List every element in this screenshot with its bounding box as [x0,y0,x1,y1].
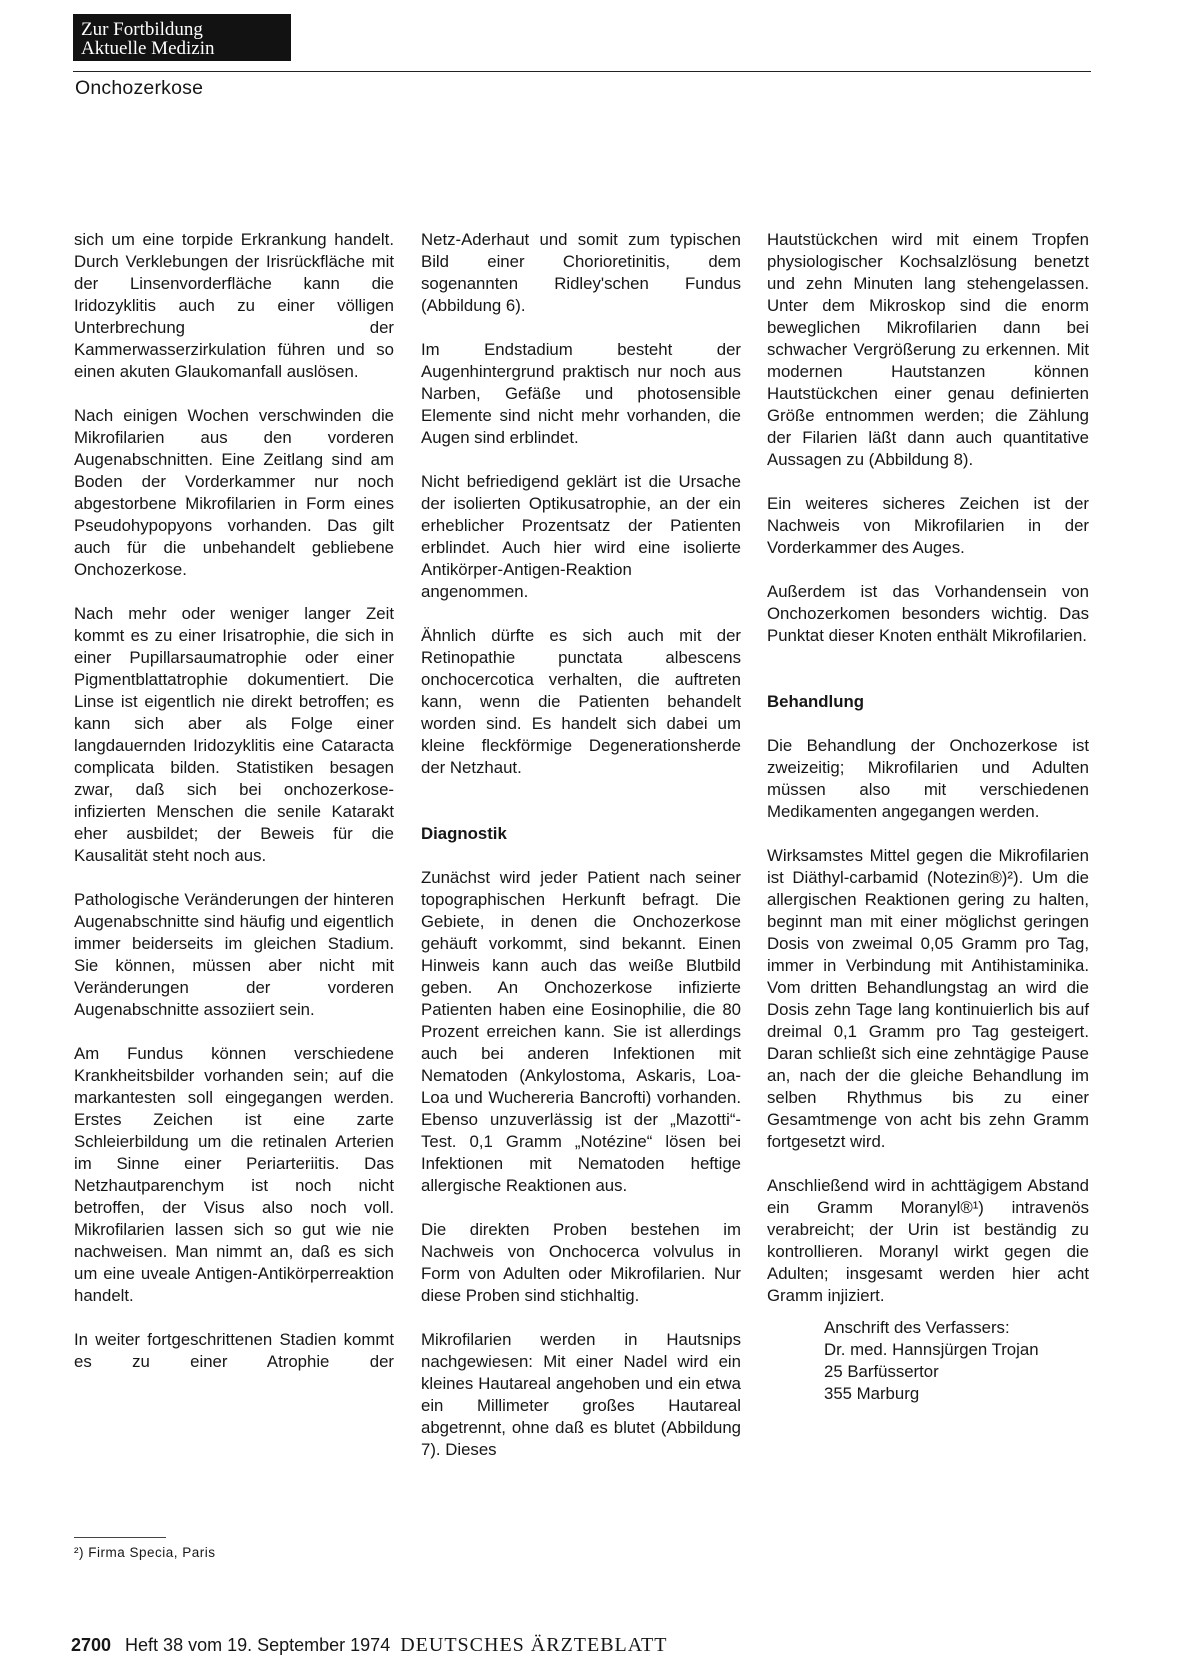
issue-info: Heft 38 vom 19. September 1974 [125,1635,391,1655]
section-badge [73,14,291,61]
heading-diagnostik: Diagnostik [421,824,507,843]
badge-line-1: Zur Fortbildung [81,19,203,40]
header-rule [73,71,1091,72]
address-line: 25 Barfüssertor [824,1362,939,1381]
author-address [824,1317,1089,1405]
paragraph: In weiter fortgeschrittenen Stadien kommt es zu einer Atrophie der [74,1330,394,1371]
column-1 [74,229,394,1395]
footnote: ²) Firma Specia, Paris [74,1545,216,1560]
column-3 [767,229,1089,1405]
paragraph: Die Behandlung der Onchozerkose ist zweizeitig; Mikrofilarien und Adulten müssen also mit verschiedenen Medikamenten angegangen werden. [767,736,1089,821]
paragraph: Pathologische Veränderungen der hinteren Augenabschnitte sind häufig und eigentlich immer beiderseits im gleichen Stadium. Sie können, müssen aber nicht mit Veränderungen der vorderen Augenabschnitte assoziiert sein. [74,890,394,1019]
paragraph: Mikrofilarien werden in Hautsnips nachgewiesen: Mit einer Nadel wird ein kleines Hautareal angehoben und ein etwa ein Millimeter großes Hautareal abgetrennt, ohne daß es blutet (Abbildung 7). Dieses [421,1330,741,1459]
paragraph: Zunächst wird jeder Patient nach seiner topographischen Herkunft befragt. Die Gebiete, in denen die Onchozerkose gehäuft vorkommt, sind bekannt. Einen Hinweis kann auch das weiße Blutbild geben. An Onchozerkose infizierte Patienten haben eine Eosinophilie, die 80 Prozent erreichen kann. Sie ist allerdings auch bei anderen Infektionen mit Nematoden (Ankylostoma, Askaris, Loa-Loa und Wuchereria Bancrofti) vorhanden. Ebenso unzuverlässig ist der „Mazotti“-Test. 0,1 Gramm „Notézine“ lösen bei Infektionen mit Nematoden heftige allergische Reaktionen aus. [421,868,741,1195]
address-line: Dr. med. Hannsjürgen Trojan [824,1340,1039,1359]
paragraph: Hautstückchen wird mit einem Tropfen physiologischer Kochsalzlösung benetzt und zehn Minuten lang stehengelassen. Unter dem Mikroskop sind die enorm beweglichen Mikrofilarien dann bei schwacher Vergrößerung zu erkennen. Mit modernen Hautstanzen können Hautstückchen einer genau definierten Größe entnommen werden; die Zählung der Filarien läßt dann auch quantitative Aussagen zu (Abbildung 8). [767,230,1089,469]
paragraph: Nach mehr oder weniger langer Zeit kommt es zu einer Irisatrophie, die sich in einer Pupillarsaumatrophie oder einer Pigmentblattatrophie dokumentiert. Die Linse ist eigentlich nie direkt betroffen; es kann sich aber als Folge einer langdauernden Iridozyklitis eine Cataracta complicata bilden. Statistiken besagen zwar, daß sich bei onchozerkose-infizierten Menschen die senile Katarakt eher ausbildet; der Beweis für die Kausalität steht noch aus. [74,604,394,865]
page-footer [71,1634,667,1657]
paragraph: sich um eine torpide Erkrankung handelt. Durch Verklebungen der Irisrückfläche mit der Linsenvorderfläche kann die Iridozyklitis auch zu einer völligen Unterbrechung der Kammerwasserzirkulation führen und so einen akuten Glaukomanfall auslösen. [74,230,394,381]
section-title: Onchozerkose [75,77,204,99]
paragraph: Ähnlich dürfte es sich auch mit der Retinopathie punctata albescens onchocercotica verhalten, die auftreten kann, wenn die Patienten behandelt worden sind. Es handelt sich dabei um kleine fleckförmige Degenerationsherde der Netzhaut. [421,626,741,777]
paragraph: Wirksamstes Mittel gegen die Mikrofilarien ist Diäthyl-carbamid (Notezin®)²). Um die allergischen Reaktionen gering zu halten, beginnt man mit einer möglichst geringen Dosis von zweimal 0,05 Gramm pro Tag, immer in Verbindung mit Antihistaminika. Vom dritten Behandlungstag an wird die Dosis zehn Tage lang kontinuierlich bis auf dreimal 0,1 Gramm pro Tag gesteigert. Daran schließt sich eine zehntägige Pause an, nach der die gleiche Behandlung im selben Rhythmus bis zu einer Gesamtmenge von acht bis zehn Gramm fortgesetzt wird. [767,846,1089,1151]
heading-behandlung: Behandlung [767,692,864,711]
address-line: 355 Marburg [824,1384,920,1403]
paragraph: Nach einigen Wochen verschwinden die Mikrofilarien aus den vorderen Augenabschnitten. Eine Zeitlang sind am Boden der Vorderkammer nur noch abgestorbene Mikrofilarien in Form eines Pseudohypopyons vorhanden. Das gilt auch für die unbehandelt gebliebene Onchozerkose. [74,406,394,579]
column-2 [421,229,741,1483]
page-number: 2700 [71,1635,112,1655]
paragraph: Anschließend wird in achttägigem Abstand ein Gramm Moranyl®¹) intravenös verabreicht; der Urin ist beständig zu kontrollieren. Moranyl wirkt gegen die Adulten; insgesamt werden hier acht Gramm injiziert. [767,1176,1089,1305]
journal-name: DEUTSCHES ÄRZTEBLATT [400,1634,668,1656]
footnote-rule [74,1537,166,1538]
paragraph: Am Fundus können verschiedene Krankheitsbilder vorhanden sein; auf die markantesten soll eingegangen werden. Erstes Zeichen ist eine zarte Schleierbildung um die retinalen Arterien im Sinne einer Periarteriitis. Das Netzhautparenchym ist noch nicht betroffen, der Visus also noch voll. Mikrofilarien lassen sich so gut wie nie nachweisen. Man nimmt an, daß es sich um eine uveale Antigen-Antikörperreaktion handelt. [74,1044,394,1305]
paragraph: Außerdem ist das Vorhandensein von Onchozerkomen besonders wichtig. Das Punktat dieser Knoten enthält Mikrofilarien. [767,582,1089,645]
badge-line-2: Aktuelle Medizin [81,38,215,59]
paragraph: Ein weiteres sicheres Zeichen ist der Nachweis von Mikrofilarien in der Vorderkammer des Auges. [767,494,1089,557]
paragraph: Netz-Aderhaut und somit zum typischen Bild einer Chorioretinitis, dem sogenannten Ridley'schen Fundus (Abbildung 6). [421,230,741,315]
address-line: Anschrift des Verfassers: [824,1318,1010,1337]
paragraph: Im Endstadium besteht der Augenhintergrund praktisch nur noch aus Narben, Gefäße und photosensible Elemente sind nicht mehr vorhanden, die Augen sind erblindet. [421,340,741,447]
paragraph: Nicht befriedigend geklärt ist die Ursache der isolierten Optikusatrophie, an der ein erheblicher Prozentsatz der Patienten erblindet. Auch hier wird eine isolierte Antikörper-Antigen-Reaktion angenommen. [421,472,741,601]
paragraph: Die direkten Proben bestehen im Nachweis von Onchocerca volvulus in Form von Adulten oder Mikrofilarien. Nur diese Proben sind stichhaltig. [421,1220,741,1305]
